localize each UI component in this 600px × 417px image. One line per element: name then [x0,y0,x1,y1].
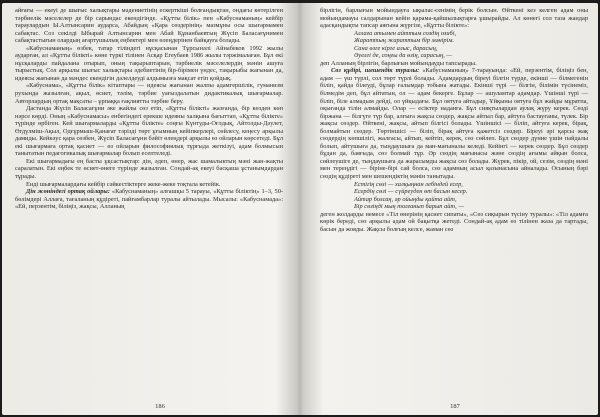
poem-line: Естігің сөзі — халқыңнан лебіндей есер, [354,180,463,188]
section-paragraph [320,67,588,180]
section-heading: Сөз құдірі, шешендік туралы: [331,67,420,75]
paragraph: бірлігін, барлығын мойындауға ықылас-сенімің берік болсын. Өйткені кез келген адам оны мойындамауы салдарынан кейін қарама-қайшылықтарға ұшырайды. Ал көнегі сол таза жандар адасқандықты тапсар аяғына жүргізе, «Құтты білікте»: [320,7,588,30]
paragraph: Енді шығармалардағы кейбір сәйкестіктерге жеке-жеке тоқтала кетейік. [26,180,221,188]
book-spread [2,3,598,415]
paragraph: деген жолдарды немесе «Тіл өнерінің қасиет сипаты», «Сөз сиқырын түсіну туралы»: «Тіл адамға көрік береді, сөз арқылы адам ой бақытқа жетеді. Сондай-ақ адам өз тілінен жаза да тартады, басын да жояды. Жақсы болғың келсе, жаман сөз [320,210,588,233]
paragraph: «Кабуснаманың» өзбек, татар тіліндегі нұсқасынан Тұрсынәлі Айнабеков 1992 жылы аударған, ал «Құтты білікті» көне түркі тілінен Асқар Егеубаев 1986 жылы тәржімалаған. Бұл екі нұсқаларды пайдалана отырып, оның тақырыптарын, тәрбиелік мәселелердің мәнін ашуға тырыстық. Сол арқылы шығыс халықтары әдебиетінің бір-бірімен үндес, тақырыбы жағынан да, идеясы жағынан да мәндес екендігін дәлелдеуді алдымызға мақсат етіп қойдық. [15,44,283,82]
page-number-right: 187 [450,403,460,410]
section-paragraph [15,188,283,211]
paragraph: айғағы — екеуі де шығыс халықтары мәдениетінің ескерткіші болғандықтан, ондағы көтерілген тәрбиелік мәселелер де бір сарындас екендігінде. «Құтты білік» пен «Кабуснаманың» кейбір тараулардын Ы.Алтынсарин аударса, Абайдың «Қара сөздерінің» мазмұны осы шығармамен сабақтас. Соз секілді Ыбырай Алтынсарин мен Абай Құнанбаевтың Жүсіп Баласағұнимен сабақтастығын олардың ағартушылық еңбектері мен өлеңдерінен байқауға болады. [15,7,283,45]
section-text: «Кабуснаманың» 7-тарауында: «Ей, перзентім, біліңіз бен, адам — үш түрлі, сол төрт түрлі болады. Адамдардың біреуі білгін түрде, екінші — білмегенін біліп, қайда білеуді, бұлар ғалымдар тобына жатады. Екінші түрі — білгін, білімін түсінеміз, білмедім деп, бұл айтатын, ол — адам бекерге. Бұлар — ашуламтар адамдар. Үшінші түрі — біліп, біле алмадым дейді, ол үйқыдағы. Бұл оятуға айтадыр, Ұйқыны оятуға бұл жайды мұратпа, оқығанда тілін алмайды. Олар — есіктер наданға. Бұл сияқтылардан аулақ жүру керек. Сөзді біржана — білгүге түр бар, алғыға жақсы сөздер, жақсы айтыл бар, айтуға бастауғаны, түлек. Бір жақсы сөздер. Өйткені, жақсы, айтып білгісі болады. Үшіншісі — біліп, айтуға керек, бірақ, болмайтын сөздер. Төртіншісі — біліп, бірақ айтуға қажетсіз сөздер. Біреуі әрі қарсы жақ сөздердің көпшілігі, жалғасы, айтып, кейтіп, керек, сөз сөйлеп. Бұл сөздер дүние үшін пайдалы болып, айтушыға да, тыңдаушыға да ман-мағыналы келеді. Кейінгі — керек сөздер. Бұл сөздер бұдан да, баяғыда, сөз болмай тұр. Әр сөздің мағынасы және сөздің ағымы айқын болса, сөйлеушіге де, тыңдаушыға да жарасымды жақсы сөз болады. Жүрек, пікір, ой, сезім, сөздің мәні мен тереңдігі — біріне-бірі сай болса, сөз адамның асыл қазынасына айналады. Осының бәрі сөздің құдіреті мен шешендіктің мәнін танытады. [320,67,588,181]
paragraph: Екі шығармадағы ең басты ұқсастықтар: дін, әдеп, өнер, жас шамалыктың мәні жан-жақты саралатын. Екі еңбек те өсиет-өнеге түрінде жазылған. Сондай-ақ екеуі басқаша ұстанымдардан тұрады. [15,157,283,181]
poem-line: Айтар болсаң, әр ойыңды қайта айт, [354,195,457,203]
paragraph: деп Алланың бірлігін, барлығын мойындауды тапсырады. [320,59,477,67]
poem-line: Бір сөзіңді мың толғанып барып айт, — [354,203,464,211]
poem-line: Жараттың жараттым бір мәнірім. [354,37,454,45]
page-number-left: 186 [155,403,165,410]
paragraph: «Кабуснама», «Құтты білік» кітаптары — идеясы жағынан жалпы адамгершілік, гуманизм рухында жазылған, ақыл, өсиет, тәлім, тәрбие уағыздалатын дидактикалық шығармалар. Авторлардың ортақ мақсаты – ұрпаққа ғақлиятты тәрбие беру. [15,82,283,105]
poem-line: Есердің сөзі — сүйреуден өт басын кесер. [354,188,468,196]
section-heading: Дін жөніндегі ортақ ойлары: [26,188,110,196]
paragraph: Дастанда Жүсіп Баласағұни әке жайлы сөз етіп, «Құтты білікті» жазғанда, бір көзден көп нәрсе көрді. Оның «Кабуснамасы» енбегіндегі ерекше идеяны халқына бағыттап, «Құтты білікте» түрінде өрбіген. Кей шығармаларды «Құтты білікте» соңғы Күнтуды-Оғлдық, Айтолды-Дәулет, Өгдүлміш-Ақыл, Одғұрмыш-Қанағат тәрізді төрт ұғымның кейіпкерлері, сөйлесу, кеңесу арқылы дамиды. Кейкәус қара сөзбен, Жүсіп Баласағұни бәйіт өлеңдері арқылы өз ойларын көрсетеді. Бұл екі шығармаға ортақ қасиет — өз ойларын философиялық тұрғыда жеткізуі, адам болмысын танытатын педагогикалық шығармалар болып есептеледі. [15,105,283,158]
poem-line: Сана өзге кірге алыс, дарасың, [354,44,438,52]
section-text: «Кабуснаманың» алғашқы 5 тарауы, «Құтты біліктің» 1–3, 50-бөлімдері Аллаға, тағаланың құдіреті, пайғамбарлар туралы айтылады. Мысалы: «Кабуснамада»: «Ей, перзентім, біліңіз, жақсы, Алланың [15,188,283,211]
poem-quote [354,181,588,211]
poem-quote [354,30,588,60]
left-page [15,7,283,405]
right-page [320,7,588,405]
poem-line: Әуелгі де, соңғы да өзің, сарасың, — [354,52,453,60]
poem-line: Аллаға атымен айттым создің озибі, [354,29,457,37]
